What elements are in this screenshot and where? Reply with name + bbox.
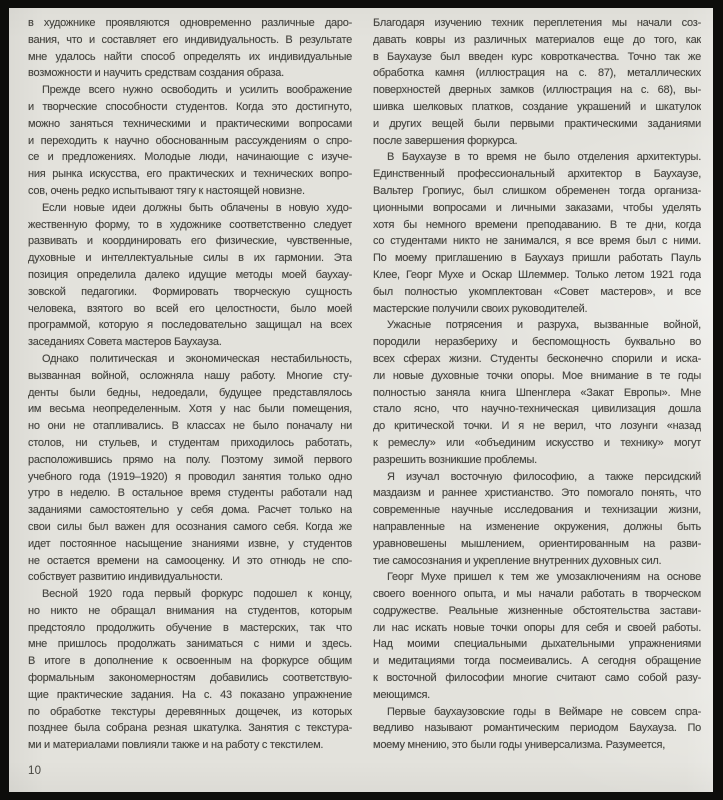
paragraph — [28, 15, 352, 82]
text-line: хотя бы немного времени преподаванию. В те дни, когда — [373, 218, 701, 231]
text-line: моему мнению, это были годы универсализма. Разумеется, — [373, 739, 666, 752]
text-line: полностью заняла книга Шпенглера «Закат Европы». Мне — [373, 386, 701, 399]
text-line: развивать и координировать его физические, чувственные, — [28, 235, 352, 248]
paragraph — [373, 317, 701, 468]
text-line: к ремеслу» или «объединим искусство и технику» могут — [373, 436, 701, 449]
paragraph — [373, 569, 701, 703]
text-line: расположившись прямо на полу. Поэтому зимой первого — [28, 453, 352, 466]
paragraph — [28, 82, 352, 200]
text-line: Георг Мухе пришел к тем же умозаключениям на основе — [387, 571, 701, 584]
text-line: стало ясно, что научно-техническая цивилизация дошла — [373, 403, 701, 416]
text-line: человека, взятого во всей его целостности, было моей — [28, 302, 352, 315]
text-line: Благодаря изучению техник переплетения мы начали соз- — [373, 17, 701, 29]
text-line: обработка камня (иллюстрация на с. 87), металлических — [373, 67, 701, 80]
text-line: и творческие способности студентов. Когда это достигнуто, — [28, 100, 352, 113]
text-line: поверхностей дверных замков (иллюстрация на с. 68), вы- — [373, 84, 701, 97]
text-line: Прежде всего нужно освободить и усилить воображение — [42, 84, 352, 97]
text-line: формальным закономерностям добавились соответствую- — [28, 672, 352, 685]
text-line: собствует развитию индивидуальности. — [28, 571, 223, 584]
text-line: со студентами никто не занимался, я все время был с ними. — [373, 235, 701, 248]
text-line: зовской педагогики. Формировать творческую сущность — [28, 285, 352, 298]
page-number: 10 — [28, 765, 42, 777]
text-line: мне пришлось продолжать заниматься с ними и здесь. — [28, 638, 352, 651]
text-column-right — [373, 15, 701, 754]
text-line: Первые баухаузовские годы в Веймаре не совсем спра- — [387, 705, 701, 718]
paragraph — [373, 149, 701, 317]
text-line: меющимся. — [373, 688, 430, 701]
text-line: современные научные исследования и технизации жизни, — [373, 504, 701, 517]
text-line: программой, которую я последовательно защищал на всех — [28, 319, 352, 332]
book-page — [9, 8, 713, 792]
text-line: содружестве. Реальные жизненные обстоятельства застави- — [373, 604, 701, 617]
paragraph — [28, 586, 352, 754]
text-line: породили неразбериху и беспомощность буквально во — [373, 336, 701, 349]
text-line: но они не отапливались. В классах не было поначалу ни — [28, 420, 352, 433]
text-line: заседаниях Совета мастеров Баухауза. — [28, 336, 222, 349]
text-line: Ужасные потрясения и разруха, вызванные войной, — [387, 319, 701, 332]
text-line: не остается времени на самооценку. И это отнюдь не спо- — [28, 554, 352, 567]
text-line: сов, очень редко испытывают тягу к настоящей новизне. — [28, 184, 305, 197]
text-line: мастерские получили своих руководителей. — [373, 302, 588, 315]
text-line: уравновешены мышлением, ориентированным на разви- — [373, 537, 701, 550]
text-line: им весьма неопределенным. Хотя у нас были помещения, — [28, 403, 352, 416]
paragraph — [373, 15, 701, 149]
text-line: предстояло продолжить обучение в мастерских, так что — [28, 621, 352, 634]
text-line: духовные и интеллектуальные силы в их гармонии. Эта — [28, 252, 352, 265]
text-line: шивка шелковых платков, создание украшений и шкатулок — [373, 100, 701, 113]
text-line: ведливо называют романтическим периодом Баухауза. По — [373, 722, 701, 735]
text-line: к восточной философии многие считают само собой разу- — [373, 672, 701, 685]
text-column-left — [28, 15, 352, 754]
paragraph — [373, 469, 701, 570]
text-line: ми и материалами повлияли также и на работу с текстилем. — [28, 739, 324, 752]
text-line: и переходить к научно обоснованным рассуждениям о спро- — [28, 134, 352, 147]
text-line: Я изучал восточную философию, а также персидский — [387, 470, 701, 483]
paragraph — [28, 200, 352, 351]
text-line: вызванная войной, осложняла нашу работу. Многие сту- — [28, 369, 352, 382]
text-line: свои силы был важен для осознания самого себя. Когда же — [28, 520, 352, 533]
text-line: Над моими специальными дыхательными упражнениями — [373, 638, 701, 651]
text-line: Весной 1920 года первый форкурс подошел к концу, — [42, 588, 352, 601]
text-line: можно заняться техническими и практическими вопросами — [28, 117, 352, 130]
paragraph — [373, 704, 701, 754]
text-line: ли новые духовные точки опоры. Мое внимание в те годы — [373, 369, 701, 382]
text-line: денты были бедны, недоедали, будущее представлялось — [28, 386, 352, 399]
text-line: и других вещей были первыми практическими заданиями — [373, 117, 701, 130]
text-line: жественную форму, то в художнике соответственно следует — [28, 218, 352, 231]
text-line: маздаизм и раннее христианство. Это помогало понять, что — [373, 487, 701, 500]
text-line: Если новые идеи должны быть облачены в новую худо- — [42, 201, 352, 214]
text-line: был полностью укомплектован «Совет мастеров», и все — [373, 285, 701, 298]
text-line: ционными вопросами и личными заказами, чтобы уделять — [373, 201, 701, 214]
text-line: вания, что и составляет его индивидуальность. В результате — [28, 33, 352, 46]
text-line: позднее была собрана резная шкатулка. Занятия с текстура- — [28, 722, 352, 735]
text-line: В Баухаузе в то время не было отделения архитектуры. — [387, 151, 701, 164]
text-line: се и предложениях. Молодые люди, начинающие с изуче- — [28, 151, 352, 164]
text-line: своего военного опыта, и мы начали работать в творческом — [373, 588, 701, 601]
text-line: заданиями самостоятельно у себя дома. Расчет только на — [28, 504, 352, 517]
text-line: разрешить возникшие проблемы. — [373, 453, 537, 466]
text-line: возможности и научить средствам создания образа. — [28, 67, 284, 80]
text-line: столов, ни стульев, и студентам приходилось работать, — [28, 436, 352, 449]
text-line: но никто не обращал внимания на студентов, которым — [28, 604, 352, 617]
text-line: и медитациями тогда посмеивались. А сегодня обращение — [373, 655, 701, 668]
text-line: Единственный профессиональный архитектор в Баухаузе, — [373, 168, 701, 181]
text-line: идет постоянное насыщение знаниями извне, у студентов — [28, 537, 352, 550]
text-line: направленные на изменение окружения, должны быть — [373, 520, 701, 533]
text-line: по обработке текстуры деревянных дощечек, из которых — [28, 705, 352, 718]
text-line: всех сферах жизни. Студенты бесконечно спорили и иска- — [373, 352, 701, 365]
paragraph — [28, 351, 352, 586]
text-line: учебного года (1919–1920) я проводил занятия только одно — [28, 470, 352, 483]
text-line: ли нас искать новые точки опоры для себя и своей работы. — [373, 621, 701, 634]
text-line: до критической точки. И я не верил, что лозунги «назад — [373, 420, 701, 433]
text-line: мне удалось найти способ определять их индивидуальные — [28, 50, 352, 63]
text-line: в художнике проявляются одновременно различные даро- — [28, 17, 352, 29]
text-line: давать ковры из различных материалов еще до того, как — [373, 33, 701, 46]
text-line: тие самосознания и укрепление внутренних духовных сил. — [373, 554, 662, 567]
text-line: утро в неделю. В остальное время студенты работали над — [28, 487, 352, 500]
text-line: после завершения форкурса. — [373, 134, 518, 147]
text-line: По моему приглашению в Баухауз пришли работать Пауль — [373, 252, 701, 265]
text-line: ния рынка искусства, его практических и технических вопро- — [28, 168, 352, 181]
text-line: Вальтер Гропиус, был слишком обременен тогда организа- — [373, 184, 701, 197]
text-line: позиция определила далеко идущие методы моей баухау- — [28, 268, 352, 281]
text-line: щие практические задания. На с. 43 показано упражнение — [28, 688, 352, 701]
text-line: В итоге в дополнение к освоенным на форкурсе общим — [28, 655, 352, 668]
text-line: Однако политическая и экономическая нестабильность, — [42, 352, 352, 365]
text-line: Клее, Георг Мухе и Оскар Шлеммер. Только летом 1921 года — [373, 268, 701, 281]
text-line: в Баухаузе был введен курс ковроткачества. Точно так же — [373, 50, 701, 63]
